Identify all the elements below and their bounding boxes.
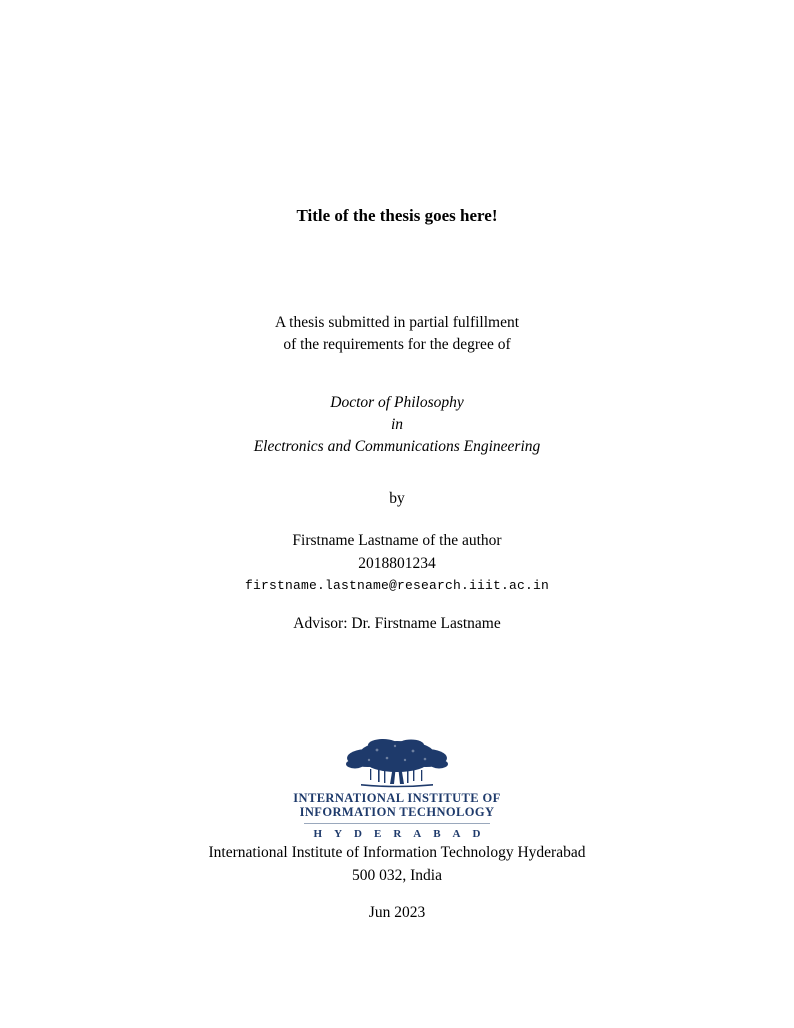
author-name: Firstname Lastname of the author — [292, 532, 502, 549]
submission-statement — [0, 312, 794, 356]
logo-divider — [304, 823, 490, 824]
footer-institute-name: International Institute of Information Technology Hyderabad — [208, 844, 586, 861]
degree-block — [0, 392, 794, 458]
footer-date: Jun 2023 — [368, 904, 426, 921]
footer-address: 500 032, India — [352, 866, 442, 884]
submission-line-1: A thesis submitted in partial fulfillment — [274, 314, 520, 331]
submission-line-2: of the requirements for the degree of — [283, 336, 511, 353]
author-block — [0, 530, 794, 598]
author-roll-number: 2018801234 — [358, 554, 436, 572]
logo-institute-line-2: INFORMATION TECHNOLOGY — [299, 804, 495, 819]
thesis-title: Title of the thesis goes here! — [296, 206, 498, 225]
banyan-tree-icon — [343, 736, 451, 791]
degree-connector: in — [390, 416, 404, 433]
footer-institute-block — [0, 842, 794, 887]
logo-institute-name — [0, 792, 794, 819]
by-label: by — [389, 490, 405, 507]
institute-logo — [0, 736, 794, 840]
degree-field: Electronics and Communications Engineering — [253, 438, 541, 455]
author-email: firstname.lastname@research.iiit.ac.in — [244, 578, 550, 593]
advisor-line: Advisor: Dr. Firstname Lastname — [293, 615, 501, 632]
logo-city: HYDERABAD — [313, 828, 493, 840]
degree-name: Doctor of Philosophy — [330, 394, 464, 411]
logo-institute-line-1: INTERNATIONAL INSTITUTE OF — [293, 791, 501, 805]
